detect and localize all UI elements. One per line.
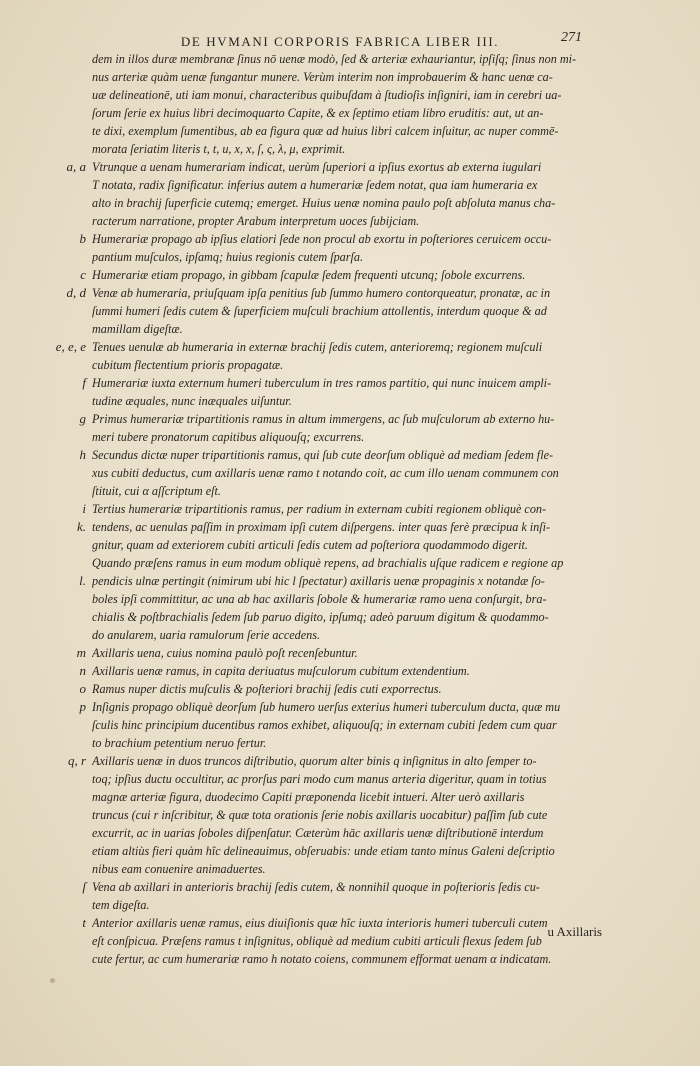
margin-letter: b <box>79 231 86 246</box>
margin-letter: m <box>76 645 86 660</box>
text-line: ſtituit, cui α aſſcriptum eſt. <box>92 484 221 498</box>
paragraph <box>82 878 602 914</box>
paragraph <box>66 284 602 338</box>
text-line: Primus humerariæ tripartitionis ramus in altum immergens, ac ſub muſculorum ab externo hu- <box>92 412 555 426</box>
margin-letter: c <box>80 267 86 282</box>
text-line: eſt conſpicua. Præſens ramus t inſignitus, obliquè ad medium cubiti articuli flexus ſedem ſub <box>92 934 542 948</box>
paragraph <box>79 698 602 752</box>
paragraph <box>76 518 602 572</box>
margin-letter: l. <box>79 573 86 588</box>
text-line: T notata, radix ſignificatur. inferius autem a humerariæ ſedem notat, qua iam humeraria ex <box>92 178 538 192</box>
text-line: Secundus dictæ nuper tripartitionis ramus, qui ſub cute deorſum obliquè ad mediam ſedem fle- <box>92 448 554 462</box>
paragraph <box>79 410 602 446</box>
text-line: Anterior axillaris uenæ ramus, eius diuiſionis quæ hîc iuxta interioris humeri tuberculi cutem <box>92 916 548 930</box>
paragraph <box>79 446 602 500</box>
paragraph <box>55 338 602 374</box>
text-line: alto in brachij ſuperficie cutemq; emerget. Huius uenæ nomina paulo poſt abſoluta manus cha- <box>92 196 556 210</box>
text-line: xus cubiti deductus, cum axillaris uenæ ramo t notando coit, ac cum illo uenam communem con <box>92 466 559 480</box>
running-header: DE HVMANI CORPORIS FABRICA LIBER III. <box>180 34 500 49</box>
paragraph <box>79 662 602 680</box>
margin-letter: a, a <box>66 159 86 174</box>
paragraph <box>79 572 602 644</box>
margin-letter: d, d <box>66 285 86 300</box>
text-line: Humerariæ etiam propago, in gibbam ſcapulæ ſedem frequenti utcunq; ſobole excurrens. <box>92 268 526 282</box>
text-line: meri tubere pronatorum capitibus aliquouſq; excurrens. <box>92 430 365 444</box>
text-line: uæ delineationē, uti iam monui, characteribus quibuſdam à ſtudioſis inſigniri, iam in cerebri ua- <box>92 88 562 102</box>
paragraph <box>92 50 602 158</box>
paragraph <box>82 500 602 518</box>
text-line: Axillaris uenæ in duos truncos diſtributio, quorum alter binis q inſignitus in alto ſemper to- <box>92 754 537 768</box>
paragraph <box>66 158 602 230</box>
text-line: etiam altiùs fieri quàm hîc delineauimus, obſeruabis: unde etiam tanto minus Galeni deſcriptio <box>92 844 555 858</box>
text-line: Tenues uenulæ ab humeraria in externæ brachij ſedis cutem, anterioremq; regionem muſculi <box>92 340 543 354</box>
text-line: te dixi, exemplum ſumentibus, ab ea figura quæ ad huius libri calcem inſuitur, ac nuper commē- <box>92 124 559 138</box>
text-line: gnitur, quam ad exteriorem cubiti articuli ſedis cutem ad poſteriora quodammodo digerit. <box>92 538 528 552</box>
paragraph <box>79 230 602 266</box>
text-line: morata ſeriatim literis t, t, u, x, x, ſ, ς, λ, μ, exprimit. <box>92 142 346 156</box>
text-line: magnæ arteriæ figura, duodecimo Capiti præponenda licebit intueri. Alter uerò axillaris <box>92 790 525 804</box>
paragraph <box>82 374 602 410</box>
text-line: dem in illos duræ membranæ ſinus nō uenæ modò, ſed & arteriæ exhauriantur, ipſiſq; ſinus non mi- <box>92 52 577 66</box>
margin-letter: h <box>79 447 86 462</box>
text-line: ſorum ſerie ex huius libri decimoquarto Capite, & ex ſeptimo etiam libro eruditis: aut, ut an- <box>92 106 544 120</box>
paragraph <box>67 752 602 878</box>
text-line: excurrit, ac in uarias ſoboles diſpenſatur. Cæterùm hāc axillaris uenæ diſtributionē interdum <box>92 826 544 840</box>
paragraph <box>82 914 602 968</box>
text-line: Ramus nuper dictis muſculis & poſteriori brachij ſedis cuti exporrectus. <box>92 682 442 696</box>
text-line: tudine æquales, nunc inæquales uiſuntur. <box>92 394 292 408</box>
text-line: cubitum flectentium prioris propagatæ. <box>92 358 284 372</box>
margin-letter: o <box>79 681 86 696</box>
margin-letter: t <box>82 915 86 930</box>
body-text <box>55 50 602 968</box>
text-line: ſummi humeri ſedis cutem & ſuperficiem muſculi brachium attollentis, interdum quoque & ad <box>92 304 547 318</box>
margin-letter: q, r <box>67 753 86 768</box>
text-line: mamillam digeſtæ. <box>92 322 183 336</box>
text-line: tendens, ac uenulas paſſim in proximam ipſi cutem diſpergens. inter quas ferè præcipua k inſi- <box>92 520 551 534</box>
text-line: to brachium petentium neruo fertur. <box>92 736 267 750</box>
text-line: nus arteriæ quàm uenæ fungantur munere. Verùm interim non improbauerim & hanc uenæ ca- <box>92 70 553 84</box>
margin-letter: k. <box>76 519 86 534</box>
text-line: Venæ ab humeraria, priuſquam ipſa penitius ſub ſummo humero contorqueatur, pronatæ, ac in <box>92 286 551 300</box>
margin-letter: i <box>82 501 86 516</box>
text-line: pantium muſculos, ipſamq; huius regionis cutem ſparſa. <box>92 250 364 264</box>
text-line: cute fertur, ac cum humerariæ ramo h notato coiens, communem efformat uenam α indicatam. <box>92 952 552 966</box>
text-line: ſculis hinc principium ducentibus ramos exhibet, aliquouſq; in externam cubiti ſedem cum quar <box>92 718 557 732</box>
text-line: boles ipſi committitur, ac una ab hac axillaris ſobole & humerariæ ramo uena conſurgit, bra- <box>92 592 547 606</box>
margin-letter: p <box>79 699 86 714</box>
text-line: nibus eam conuenire animaduertes. <box>92 862 266 876</box>
text-line: Axillaris uenæ ramus, in capita deriuatus muſculorum cubitum extendentium. <box>92 664 470 678</box>
margin-letter: g <box>79 411 86 426</box>
text-line: Quando præſens ramus in eum modum obliquè repens, ad brachialis uſque radicem e regione ap <box>92 556 564 570</box>
text-line: toq; ipſius ductu occultitur, ac prorſus pari modo cum manus arteria digeritur, quam in totius <box>92 772 547 786</box>
text-line: Humerariæ propago ab ipſius elatiori ſede non procul ab exortu in poſteriores ceruicem occu- <box>92 232 552 246</box>
text-line: racterum narratione, propter Arabum interpretum uoces ſubijciam. <box>92 214 420 228</box>
text-line: truncus (cui r inſcribitur, & quæ tota orationis ſerie nobis axillaris uocabitur) paſſim ſub cute <box>92 808 548 822</box>
margin-letter: e, e, e <box>55 339 86 354</box>
paper-spot <box>50 978 55 983</box>
margin-letter: n <box>79 663 86 678</box>
text-line: do anularem, uaria ramulorum ſerie accedens. <box>92 628 321 642</box>
text-line: Humerariæ iuxta externum humeri tuberculum in tres ramos partitio, qui nunc inuicem ampli- <box>92 376 552 390</box>
text-line: pendicis ulnæ pertingit (nimirum ubi hic l ſpectatur) axillaris uenæ propaginis x notandæ ſo- <box>92 574 545 588</box>
paragraph <box>80 266 602 284</box>
text-line: tem digeſta. <box>92 898 150 912</box>
paragraph <box>79 680 602 698</box>
catchword: u Axillaris <box>547 924 602 939</box>
text-line: Tertius humerariæ tripartitionis ramus, per radium in externam cubiti regionem obliquè con- <box>92 502 547 516</box>
margin-letter: ſ <box>82 879 86 894</box>
page-number: 271 <box>561 30 582 45</box>
margin-letter: f <box>82 375 86 390</box>
text-line: Vtrunque a uenam humerariam indicat, uerùm ſuperiori a ipſius exortus ab externa iugulari <box>92 160 542 174</box>
paragraph <box>76 644 602 662</box>
text-line: Inſignis propago obliquè deorſum ſub humero uerſus exterius humeri tuberculum ducta, quæ mu <box>92 700 561 714</box>
text-line: chialis & poſtbrachialis ſedem ſub paruo digito, ipſumq; adeò paruum digitum & quodammo- <box>92 610 549 624</box>
text-line: Axillaris uena, cuius nomina paulò poſt recenſebuntur. <box>92 646 358 660</box>
text-line: Vena ab axillari in anterioris brachij ſedis cutem, & nonnihil quoque in poſterioris ſedis cu- <box>92 880 540 894</box>
